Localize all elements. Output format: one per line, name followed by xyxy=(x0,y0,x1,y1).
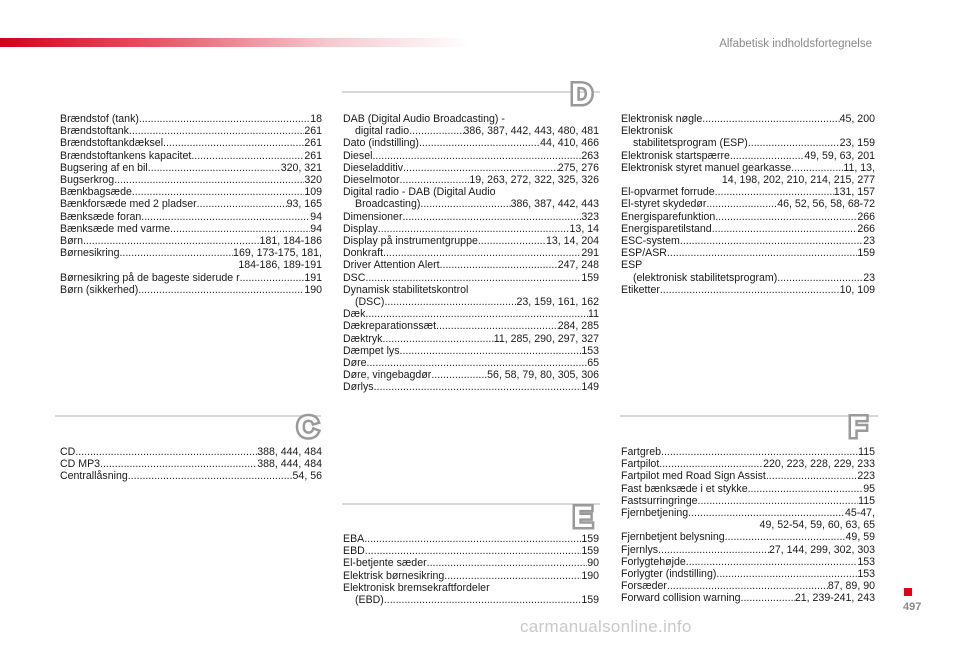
index-column-b xyxy=(60,113,322,296)
index-entry-heading: DAB (Digital Audio Broadcasting) - xyxy=(343,113,505,125)
section-e-divider xyxy=(342,503,600,505)
index-entry xyxy=(343,272,599,284)
index-entry xyxy=(343,582,599,606)
index-entry-pages: 284, 285 xyxy=(557,320,599,333)
index-entry-label: ESC-system xyxy=(621,235,680,248)
index-entry-pages: 153 xyxy=(857,568,875,581)
index-entry-pages: 109 xyxy=(304,186,322,199)
leader-dots xyxy=(741,592,795,604)
index-entry-label: Fjernbetjent belysning xyxy=(621,531,725,544)
index-entry-pages: 266 xyxy=(857,222,875,235)
leader-dots xyxy=(427,557,588,569)
index-entry xyxy=(621,211,875,223)
page-corner-mark xyxy=(904,588,912,596)
index-entry xyxy=(60,150,322,162)
leader-dots xyxy=(777,272,863,284)
leader-dots xyxy=(240,272,305,284)
leader-dots xyxy=(688,507,845,519)
index-entry-pages: 65 xyxy=(587,357,599,370)
leader-dots xyxy=(715,186,834,198)
leader-dots xyxy=(129,125,304,137)
index-entry-label: Brændstoftankdæksel xyxy=(60,137,164,150)
leader-dots xyxy=(374,381,582,393)
index-entry-pages: 261 xyxy=(304,149,322,162)
index-column-d xyxy=(343,113,599,394)
index-entry-heading: Digital radio - DAB (Digital Audio xyxy=(343,186,496,199)
index-entry-pages: 159 xyxy=(857,247,875,260)
index-entry-label: Bænkbagsæde xyxy=(60,186,132,199)
index-entry-label: Broadcasting) xyxy=(355,198,421,211)
index-entry-label: Forlygtehøjde xyxy=(621,555,686,568)
index-entry xyxy=(343,357,599,369)
index-entry xyxy=(343,570,599,582)
index-entry xyxy=(621,556,875,568)
leader-dots xyxy=(400,345,582,357)
index-column-e-continued xyxy=(621,113,875,296)
watermark-text: carmanualsonline.info xyxy=(520,617,692,636)
index-entry-pages: 275, 276 xyxy=(557,161,599,174)
index-entry-heading: Elektronisk bremsekraftfordeler xyxy=(343,581,490,594)
index-entry xyxy=(621,568,875,580)
index-entry xyxy=(60,284,322,296)
leader-dots xyxy=(139,113,310,125)
index-entry-pages-continued: 184-186, 189-191 xyxy=(238,259,322,272)
index-entry-label: Døre, vingebagdør xyxy=(343,369,432,382)
index-entry xyxy=(343,247,599,259)
index-entry xyxy=(621,470,875,482)
index-entry xyxy=(60,446,322,458)
index-entry-label: Donkraft xyxy=(343,247,384,260)
index-entry xyxy=(621,247,875,259)
index-entry-label: CD MP3 xyxy=(60,458,101,471)
index-entry-pages: 220, 223, 228, 229, 233 xyxy=(763,458,875,471)
leader-dots xyxy=(365,272,581,284)
index-entry xyxy=(343,113,599,137)
index-entry xyxy=(621,446,875,458)
leader-dots xyxy=(383,247,581,259)
index-entry xyxy=(343,308,599,320)
index-entry-label: Børn xyxy=(60,235,83,248)
index-entry-label: Bænksæde foran xyxy=(60,210,142,223)
index-entry-label: Elektronisk nøgle xyxy=(621,113,703,125)
index-entry-label: Driver Attention Alert xyxy=(343,259,440,272)
index-entry-pages: 191 xyxy=(304,271,322,284)
section-c-divider xyxy=(55,415,321,417)
index-entry-pages: 153 xyxy=(857,555,875,568)
index-entry xyxy=(621,223,875,235)
leader-dots xyxy=(660,284,840,296)
index-entry xyxy=(343,137,599,149)
section-letter-f: F xyxy=(849,411,868,444)
leader-dots xyxy=(706,198,777,210)
index-entry-pages: 46, 52, 56, 58, 68-72 xyxy=(777,198,875,211)
index-entry xyxy=(60,125,322,137)
leader-dots xyxy=(766,470,857,482)
index-entry xyxy=(621,150,875,162)
leader-dots xyxy=(712,223,858,235)
index-entry xyxy=(60,174,322,186)
leader-dots xyxy=(702,113,839,125)
index-entry-label: Forlygter (indstilling) xyxy=(621,568,717,581)
leader-dots xyxy=(372,150,581,162)
index-entry-label: Fartpilot xyxy=(621,458,660,471)
leader-dots xyxy=(114,174,304,186)
index-entry-label: El-betjente sæder xyxy=(343,557,427,570)
index-entry-pages: 388, 444, 484 xyxy=(257,446,322,458)
index-entry-label: (DSC) xyxy=(355,296,385,309)
index-entry-label: EBA xyxy=(343,533,365,545)
index-entry-label: Fast bænksæde i et stykke xyxy=(621,482,748,495)
index-entry-pages: 19, 263, 272, 322, 325, 326 xyxy=(469,174,599,187)
index-entry-pages: 115 xyxy=(858,494,875,507)
index-entry xyxy=(60,162,322,174)
index-entry xyxy=(621,580,875,592)
leader-dots xyxy=(659,458,763,470)
index-entry-pages: 263 xyxy=(581,149,599,162)
index-entry-pages: 94 xyxy=(310,210,322,223)
index-entry xyxy=(621,495,875,507)
index-entry-pages-continued: 14, 198, 202, 210, 214, 215, 277 xyxy=(721,174,875,187)
index-entry-label: CD xyxy=(60,446,76,458)
index-entry-label: Børnesikring xyxy=(60,247,120,260)
index-entry-pages: 386, 387, 442, 443 xyxy=(510,198,599,211)
leader-dots xyxy=(661,446,858,458)
index-entry-pages: 261 xyxy=(304,137,322,150)
index-entry-label: Brændstoftankens kapacitet xyxy=(60,149,192,162)
index-entry xyxy=(621,507,875,531)
index-entry-pages: 44, 410, 466 xyxy=(540,137,599,150)
index-entry-pages: 23 xyxy=(863,235,875,248)
index-entry-label: Display på instrumentgruppe xyxy=(343,235,478,248)
index-entry-pages: 13, 14 xyxy=(569,222,599,235)
leader-dots xyxy=(384,594,581,606)
leader-dots xyxy=(128,470,293,482)
header-accent-bar xyxy=(0,38,470,47)
index-entry xyxy=(60,137,322,149)
index-entry-label: Elektrisk børnesikring xyxy=(343,569,445,582)
index-entry-pages: 131, 157 xyxy=(833,186,875,199)
index-entry xyxy=(343,162,599,174)
index-entry-label: (elektronisk stabilitetsprogram) xyxy=(633,271,778,284)
index-entry-label: Bugsering af en bil xyxy=(60,161,148,174)
index-entry xyxy=(60,272,322,284)
index-entry-pages: 386, 387, 442, 443, 480, 481 xyxy=(463,125,599,138)
leader-dots xyxy=(148,162,281,174)
leader-dots xyxy=(748,483,864,495)
index-entry-label: Dækreparationssæt xyxy=(343,320,437,333)
index-entry-label: Forward collision warning xyxy=(621,592,741,605)
index-entry xyxy=(343,211,599,223)
leader-dots xyxy=(378,223,570,235)
index-entry-label: Fjernlys xyxy=(621,543,659,556)
section-letter-c: C xyxy=(297,411,319,444)
index-entry-pages: 45-47, xyxy=(844,507,875,520)
index-entry-label: stabilitetsprogram (ESP) xyxy=(633,137,748,150)
leader-dots xyxy=(75,446,257,458)
index-entry-label: Fastsurringringe xyxy=(621,494,698,507)
index-entry-label: Dieseladditiv xyxy=(343,161,404,174)
index-entry-label: Brændstof (tank) xyxy=(60,113,139,125)
index-entry-label: El-opvarmet forrude xyxy=(621,186,715,199)
index-entry xyxy=(621,259,875,283)
index-entry xyxy=(621,113,875,125)
index-entry-pages: 11 xyxy=(588,308,599,321)
index-entry-label: DSC xyxy=(343,271,366,284)
index-entry-pages: 223 xyxy=(857,470,875,483)
index-entry-heading: ESP xyxy=(621,259,643,272)
index-entry-pages: 115 xyxy=(858,446,875,458)
leader-dots xyxy=(440,259,558,271)
leader-dots xyxy=(698,495,859,507)
section-f-divider xyxy=(620,415,878,417)
index-entry xyxy=(621,198,875,210)
index-entry-label: Centrallåsning xyxy=(60,470,128,483)
index-entry xyxy=(60,186,322,198)
index-entry-label: Dæk xyxy=(343,308,366,321)
index-entry xyxy=(60,211,322,223)
leader-dots xyxy=(382,333,493,345)
leader-dots xyxy=(365,308,588,320)
index-entry-pages: 169, 173-175, 181, xyxy=(233,247,322,260)
leader-dots xyxy=(100,458,257,470)
index-entry-label: Dimensioner xyxy=(343,210,403,223)
leader-dots xyxy=(365,545,582,557)
index-entry-pages: 11, 285, 290, 297, 327 xyxy=(493,332,599,345)
index-entry-heading: Elektronisk xyxy=(621,125,673,138)
index-entry xyxy=(343,345,599,357)
leader-dots xyxy=(730,150,804,162)
index-entry-label: ESP/ASR xyxy=(621,247,667,260)
index-entry xyxy=(621,125,875,149)
index-entry-pages: 23, 159, 161, 162 xyxy=(516,296,599,309)
index-entry-pages: 247, 248 xyxy=(557,259,599,272)
index-entry-pages: 18 xyxy=(310,113,322,125)
leader-dots xyxy=(419,137,540,149)
leader-dots xyxy=(197,198,287,210)
index-entry-label: Bugserkrog xyxy=(60,174,115,187)
index-entry-pages: 181, 184-186 xyxy=(259,235,322,248)
index-entry-pages: 94 xyxy=(310,222,322,235)
index-entry xyxy=(343,369,599,381)
index-entry xyxy=(343,174,599,186)
index-entry-pages: 153 xyxy=(581,344,599,357)
index-column-e xyxy=(343,533,599,606)
section-letter-e: E xyxy=(573,501,594,534)
index-entry xyxy=(621,162,875,186)
index-entry-pages: 388, 444, 484 xyxy=(257,458,322,471)
index-entry-pages: 159 xyxy=(581,594,599,607)
leader-dots xyxy=(141,211,310,223)
index-entry-label: Energisparetilstand xyxy=(621,222,712,235)
index-entry-label: digital radio xyxy=(355,125,410,138)
index-entry-label: El-styret skydedør xyxy=(621,198,707,211)
index-entry-label: Energisparefunktion xyxy=(621,210,716,223)
leader-dots xyxy=(478,235,546,247)
index-entry-pages: 320, 321 xyxy=(280,161,322,174)
leader-dots xyxy=(403,162,558,174)
index-entry-pages: 45, 200 xyxy=(839,113,875,125)
index-entry xyxy=(343,545,599,557)
leader-dots xyxy=(402,211,581,223)
index-entry-label: Fartgreb xyxy=(621,446,662,458)
index-entry-label: Dørlys xyxy=(343,381,374,394)
index-entry xyxy=(343,284,599,308)
index-entry-pages: 95 xyxy=(863,482,875,495)
index-entry-label: Børn (sikkerhed) xyxy=(60,283,139,296)
index-entry xyxy=(343,557,599,569)
index-entry-pages: 291 xyxy=(581,247,599,260)
leader-dots xyxy=(748,137,840,149)
index-entry-pages: 13, 14, 204 xyxy=(545,235,599,248)
index-entry xyxy=(343,186,599,210)
index-entry-label: Dato (indstilling) xyxy=(343,137,419,150)
index-entry-label: Dæktryk xyxy=(343,332,383,345)
index-entry-label: Brændstoftank xyxy=(60,125,129,138)
index-entry-label: Døre xyxy=(343,357,367,370)
index-entry-pages: 320 xyxy=(304,174,322,187)
index-entry xyxy=(343,381,599,393)
leader-dots xyxy=(384,296,516,308)
index-entry xyxy=(621,592,875,604)
leader-dots xyxy=(716,568,857,580)
page-number: 497 xyxy=(903,601,922,613)
index-entry xyxy=(621,458,875,470)
leader-dots xyxy=(431,369,487,381)
index-entry-pages: 190 xyxy=(304,283,322,296)
index-entry-label: Etiketter xyxy=(621,283,660,296)
index-entry-pages: 49, 59, 63, 201 xyxy=(804,149,875,162)
leader-dots xyxy=(400,174,470,186)
index-entry-pages: 23, 159 xyxy=(839,137,875,150)
index-entry-pages: 56, 58, 79, 80, 305, 306 xyxy=(487,369,599,382)
index-entry-label: Elektronisk styret manuel gearkasse xyxy=(621,161,792,174)
leader-dots xyxy=(132,186,304,198)
leader-dots xyxy=(658,544,769,556)
index-entry-label: Display xyxy=(343,222,378,235)
index-entry-heading: Dynamisk stabilitetskontrol xyxy=(343,283,469,296)
leader-dots xyxy=(364,533,581,545)
index-entry xyxy=(343,150,599,162)
index-entry-pages: 49, 59 xyxy=(845,531,875,544)
index-entry-label: Børnesikring på de bageste siderude r xyxy=(60,271,240,284)
index-column-c xyxy=(60,446,322,483)
index-entry xyxy=(621,544,875,556)
index-entry-pages: 87, 89, 90 xyxy=(827,580,875,593)
index-entry-pages: 54, 56 xyxy=(292,470,322,483)
index-entry-pages: 190 xyxy=(581,569,599,582)
leader-dots xyxy=(119,247,233,259)
leader-dots xyxy=(725,531,846,543)
index-entry-pages: 10, 109 xyxy=(839,283,875,296)
index-entry-label: Bænksæde med varme xyxy=(60,222,171,235)
index-entry-pages: 159 xyxy=(581,545,599,558)
index-entry-label: Forsæder xyxy=(621,580,667,593)
index-entry xyxy=(60,458,322,470)
index-entry xyxy=(343,320,599,332)
index-entry-label: Fartpilot med Road Sign Assist xyxy=(621,470,766,483)
index-entry-pages: 266 xyxy=(857,210,875,223)
index-entry xyxy=(60,113,322,125)
index-entry-label: Fjernbetjening xyxy=(621,507,689,520)
leader-dots xyxy=(680,235,863,247)
index-entry-label: Diesel xyxy=(343,149,373,162)
index-entry-pages: 21, 239-241, 243 xyxy=(794,592,875,605)
leader-dots xyxy=(667,247,857,259)
leader-dots xyxy=(420,198,510,210)
index-entry xyxy=(621,531,875,543)
section-letter-d: D xyxy=(571,78,593,111)
index-entry xyxy=(343,333,599,345)
index-entry xyxy=(60,247,322,271)
index-entry xyxy=(60,470,322,482)
leader-dots xyxy=(715,211,857,223)
index-entry-label: EBD xyxy=(343,545,365,558)
index-column-f xyxy=(621,446,875,605)
index-entry-label: Dieselmotor xyxy=(343,174,400,187)
leader-dots xyxy=(163,137,304,149)
index-entry xyxy=(343,533,599,545)
index-entry xyxy=(60,198,322,210)
index-entry-pages: 261 xyxy=(304,125,322,138)
index-entry xyxy=(621,186,875,198)
leader-dots xyxy=(83,235,260,247)
index-entry-pages: 90 xyxy=(587,557,599,570)
leader-dots xyxy=(367,357,588,369)
index-entry xyxy=(621,284,875,296)
index-entry xyxy=(343,259,599,271)
index-entry-pages: 159 xyxy=(581,533,599,545)
leader-dots xyxy=(444,570,581,582)
index-entry-label: Elektronisk startspærre xyxy=(621,149,730,162)
index-entry-pages: 27, 144, 299, 302, 303 xyxy=(768,543,875,556)
page-header-title: Alfabetisk indholdsfortegnelse xyxy=(719,38,872,50)
leader-dots xyxy=(791,162,843,174)
leader-dots xyxy=(667,580,828,592)
leader-dots xyxy=(436,320,558,332)
leader-dots xyxy=(138,284,304,296)
index-entry-pages: 93, 165 xyxy=(286,198,322,211)
index-entry-pages: 11, 13, xyxy=(843,161,875,174)
index-entry xyxy=(60,223,322,235)
index-entry-pages: 149 xyxy=(581,381,599,394)
index-entry-pages: 159 xyxy=(581,271,599,284)
leader-dots xyxy=(686,556,858,568)
leader-dots xyxy=(409,125,463,137)
section-d-divider xyxy=(342,91,600,93)
index-entry-pages-continued: 49, 52-54, 59, 60, 63, 65 xyxy=(759,519,875,532)
leader-dots xyxy=(191,150,304,162)
index-entry-pages: 323 xyxy=(581,210,599,223)
index-entry xyxy=(343,235,599,247)
index-entry-label: (EBD) xyxy=(355,594,384,607)
index-entry-pages: 23 xyxy=(863,271,875,284)
index-entry xyxy=(621,483,875,495)
index-entry xyxy=(343,223,599,235)
leader-dots xyxy=(170,223,310,235)
index-entry-label: Dæmpet lys xyxy=(343,344,400,357)
index-entry-label: Bænkforsæde med 2 pladser xyxy=(60,198,197,211)
index-entry xyxy=(60,235,322,247)
index-entry xyxy=(621,235,875,247)
